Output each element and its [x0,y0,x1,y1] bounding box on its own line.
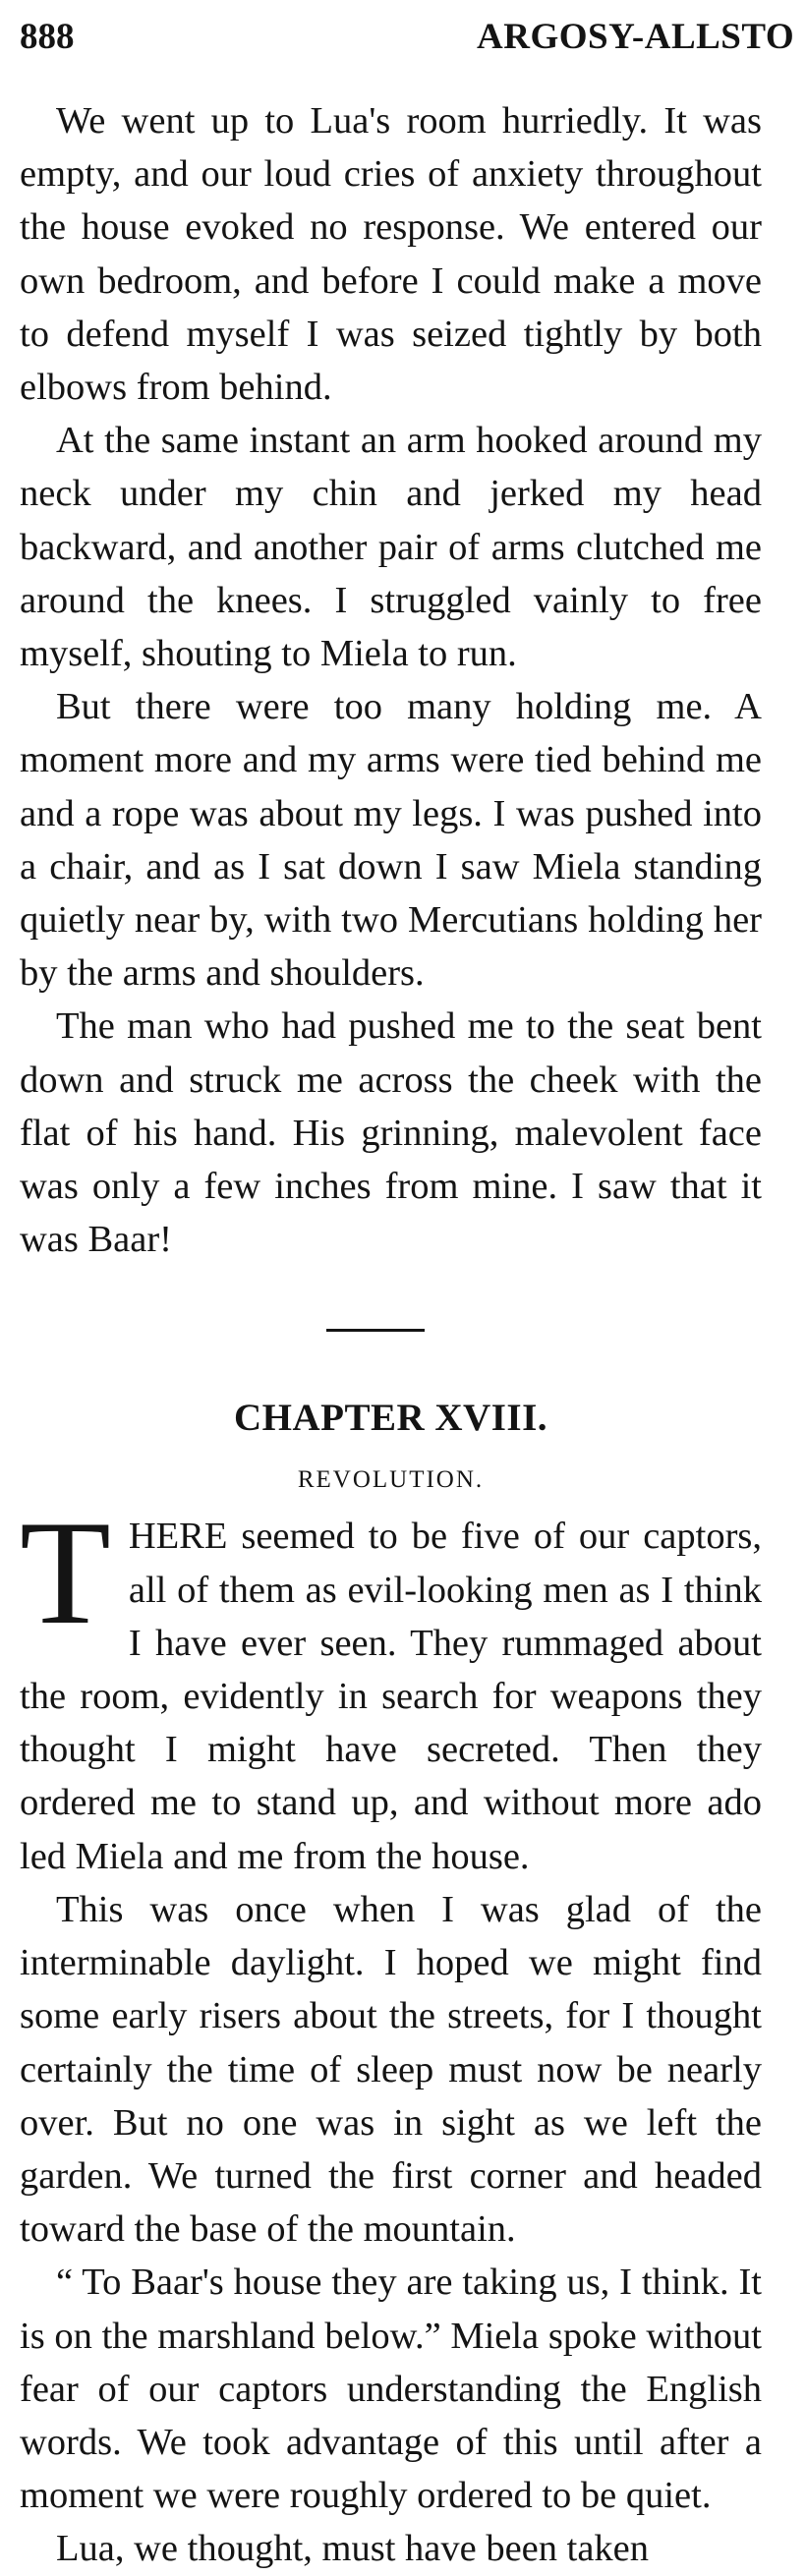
page-number: 888 [20,17,75,57]
chapter-opening-text: HERE seemed to be five of our captors, all of them as evil-looking men as I think I have ever seen. They rummaged about the room, evidently in search for weapons they thought I might have secreted. Then they ordered me to stand up, and without more ado led Miela and me from the house. [20,1516,762,1877]
paragraph-3: But there were too many holding me. A moment more and my arms were tied behind me and a rope was about my legs. I was pushed into a chair, and as I sat down I saw Miela standing quietly near by, with two Mercutians holding her by the arms and shoulders. [20,686,762,995]
chapter-title: CHAPTER XVIII. [233,1397,548,1440]
running-head: ARGOSY-ALLSTO [477,17,795,57]
page-header [20,14,806,61]
drop-cap: T [20,1490,111,1656]
paragraph-1: We went up to Lua's room hurriedly. It was empty, and our loud cries of anxiety throughout the house evoked no response. We entered our own bedroom, and before I could make a move to defend myself I was seized tightly by both elbows from behind. [20,100,762,409]
text-column [20,94,762,2576]
paragraph-2: At the same instant an arm hooked around my neck under my chin and jerked my head backward, and another pair of arms clutched me around the knees. I struggled vainly to free myself, shouting to Miela to run. [20,420,762,675]
paragraph-6: This was once when I was glad of the interminable daylight. I hoped we might find some early risers about the streets, for I thought certainly the time of sleep must now be nearly over. But no one was in sight as we left the garden. We turned the first corner and headed toward the base of the mountain. [20,1888,762,2251]
divider-rule [326,1329,425,1332]
chapter-subtitle: REVOLUTION. [297,1466,485,1494]
section-divider [20,1266,762,1392]
paragraph-8: Lua, we thought, must have been taken [56,2528,649,2570]
paragraph-7: “ To Baar's house they are taking us, I think. It is on the marshland below.” Miela spoke without fear of our captors understanding the English words. We took advantage of this until after a moment we were roughly ordered to be quiet. [20,2261,762,2517]
paragraph-4: The man who had pushed me to the seat bent down and struck me across the cheek with the flat of his hand. His grinning, malevolent face was only a few inches from mine. I saw that it was Baar! [20,1005,762,1261]
chapter-opening-paragraph [20,1490,762,1882]
